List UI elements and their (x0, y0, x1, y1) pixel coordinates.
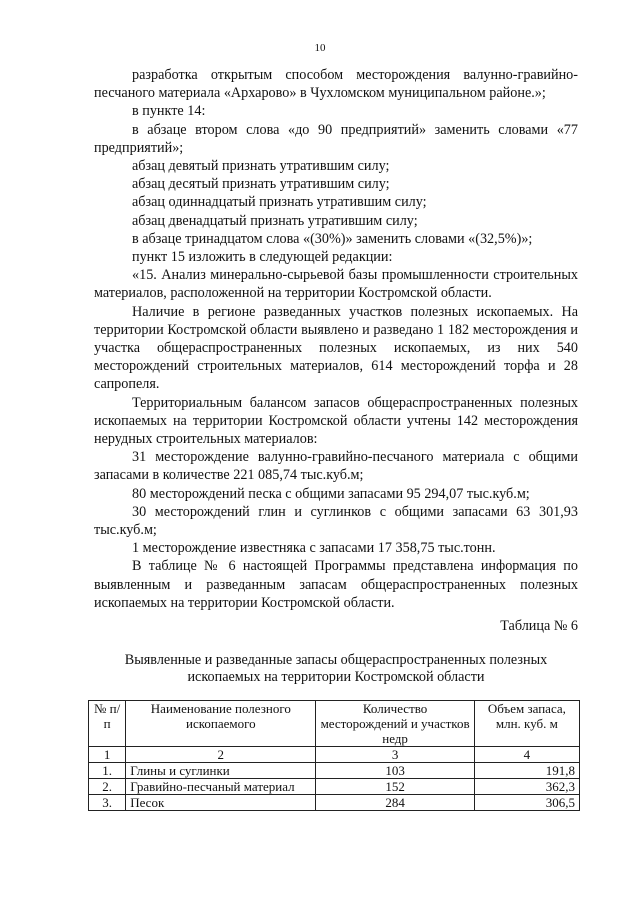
table-header-row (89, 701, 580, 747)
document-body (94, 66, 578, 612)
table-row (89, 795, 580, 811)
header-num: № п/п (89, 701, 126, 747)
paragraph: в пункте 14: (132, 103, 206, 120)
paragraph: абзац десятый признать утратившим силу; (132, 176, 390, 193)
paragraph: разработка открытым способом месторождения валунно-гравийно-песчаного материала «Архарово» в Чухломском муниципальном районе.»; (94, 67, 578, 102)
row-name: Гравийно-песчаный материал (126, 779, 316, 795)
row-volume: 362,3 (474, 779, 579, 795)
index-cell: 3 (316, 747, 474, 763)
paragraph: абзац одиннадцатый признать утратившим силу; (132, 194, 427, 211)
table-row (89, 763, 580, 779)
paragraph: 1 месторождение известняка с запасами 17 358,75 тыс.тонн. (132, 540, 496, 557)
row-volume: 191,8 (474, 763, 579, 779)
paragraph: В таблице № 6 настоящей Программы представлена информация по выявленным и разведанным запасам общераспространенных полезных ископаемых на территории Костромской области. (94, 558, 578, 611)
row-num: 2. (89, 779, 126, 795)
paragraph: 31 месторождение валунно-гравийно-песчаного материала с общими запасами в количестве 221 085,74 тыс.куб.м; (94, 449, 578, 484)
table-index-row (89, 747, 580, 763)
table-title: Выявленные и разведанные запасы общераспространенных полезных ископаемых на территории Костромской области (124, 652, 548, 685)
row-num: 3. (89, 795, 126, 811)
row-num: 1. (89, 763, 126, 779)
paragraph: Территориальным балансом запасов общераспространенных полезных ископаемых на территории Костромской области учтены 142 месторождения нерудных строительных материалов: (94, 394, 578, 448)
paragraph: в абзаце тринадцатом слова «(30%)» заменить словами «(32,5%)»; (132, 230, 533, 247)
table-label: Таблица № 6 (500, 618, 578, 634)
index-cell: 2 (126, 747, 316, 763)
paragraph: Наличие в регионе разведанных участков полезных ископаемых. На территории Костромской области выявлено и разведано 1 182 месторождения и участка общераспространенных полезных ископаемых, из них 540 месторождений строительных материалов, 614 месторождений торфа и 28 сапропеля. (94, 303, 578, 393)
row-name: Глины и суглинки (126, 763, 316, 779)
paragraph: 30 месторождений глин и суглинков с общими запасами 63 301,93 тыс.куб.м; (94, 503, 578, 539)
paragraph: 80 месторождений песка с общими запасами 95 294,07 тыс.куб.м; (132, 485, 530, 502)
paragraph: абзац девятый признать утратившим силу; (132, 158, 390, 175)
reserves-table (88, 700, 580, 811)
paragraph: «15. Анализ минерально-сырьевой базы промышленности строительных материалов, расположенной на территории Костромской области. (94, 267, 578, 302)
row-count: 152 (316, 779, 474, 795)
paragraph: пункт 15 изложить в следующей редакции: (132, 249, 393, 266)
row-volume: 306,5 (474, 795, 579, 811)
index-cell: 4 (474, 747, 579, 763)
row-count: 284 (316, 795, 474, 811)
table-body (89, 747, 580, 811)
paragraph: абзац двенадцатый признать утратившим силу; (132, 212, 418, 229)
row-count: 103 (316, 763, 474, 779)
header-volume: Объем запаса, млн. куб. м (474, 701, 579, 747)
paragraph: в абзаце втором слова «до 90 предприятий» заменить словами «77 предприятий»; (94, 121, 578, 156)
header-count: Количество месторождений и участков недр (316, 701, 474, 747)
table-row (89, 779, 580, 795)
page-number: 10 (314, 42, 326, 54)
header-name: Наименование полезного ископаемого (126, 701, 316, 747)
row-name: Песок (126, 795, 316, 811)
index-cell: 1 (89, 747, 126, 763)
